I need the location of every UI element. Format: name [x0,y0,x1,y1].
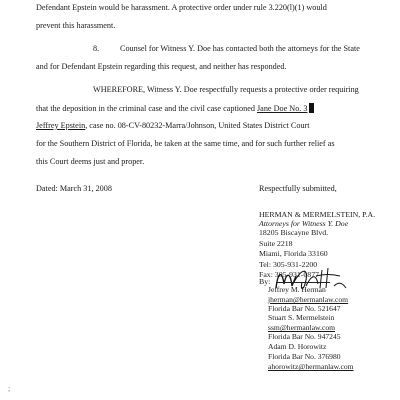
wherefore-line-2 [36,103,314,114]
case-caption-plaintiff: Jane Doe No. 3 [257,104,308,113]
attorney-2-bar: Florida Bar No. 947245 [268,332,341,341]
attorney-3-email[interactable]: ahorowitz@hermanlaw.com [268,362,354,371]
paragraph-8-number: 8. [93,44,100,53]
case-caption-defendant: Jeffrey Epstein [36,121,86,130]
firm-address-1: 18205 Biscayne Blvd. [259,228,329,237]
body-line-1: Defendant Epstein would be harassment. A protective order under rule 3.220(l)(1) would [36,3,327,12]
firm-telephone: Tel: 305-931-2200 [259,260,318,269]
attorney-1-name: Jeffrey M. Herman [268,285,326,294]
attorney-2-email[interactable]: ssm@hermanlaw.com [268,323,336,332]
wherefore-line-2-text: that the deposition in the criminal case and the civil case captioned [36,104,257,113]
attorney-3-name: Adam D. Horowitz [268,342,327,351]
firm-address-3: Miami, Florida 33160 [259,249,328,258]
wherefore-line-3-text: , case no. 08-CV-80232-Marra/Johnson, United States District Court [85,121,310,130]
wherefore-line-3 [36,121,310,131]
attorney-2-name: Stuart S. Mermelstein [268,313,335,322]
dated-line: Dated: March 31, 2008 [36,184,112,193]
by-label: By: [259,277,271,286]
wherefore-line-4: for the Southern District of Florida, be taken at the same time, and for such further relief as [36,139,335,148]
attorney-3-bar: Florida Bar No. 376980 [268,352,341,361]
signature-line [276,282,330,283]
wherefore-line-1: WHEREFORE, Witness Y. Doe respectfully requests a protective order requiring [93,85,359,94]
paragraph-8-continued: and for Defendant Epstein regarding this request, and neither has responded. [36,62,287,71]
wherefore-line-5: this Court deems just and proper. [36,157,145,166]
margin-mark: ; [8,384,11,393]
body-line-2: prevent this harassment. [36,21,116,30]
firm-address-2: Suite 2218 [259,239,293,248]
firm-fax: Fax: 305-931-0877 [259,270,319,279]
attorney-1-email[interactable]: jherman@hermanlaw.com [268,295,349,304]
paragraph-8-text: Counsel for Witness Y. Doe has contacted both the attorneys for the State [120,44,360,53]
respectfully-submitted: Respectfully submitted, [259,184,337,193]
redaction-mark [309,103,314,113]
attorney-1-bar: Florida Bar No. 521647 [268,304,341,313]
firm-name: HERMAN & MERMELSTEIN, P.A. [259,210,376,219]
firm-role: Attorneys for Witness Y. Doe [259,219,349,228]
